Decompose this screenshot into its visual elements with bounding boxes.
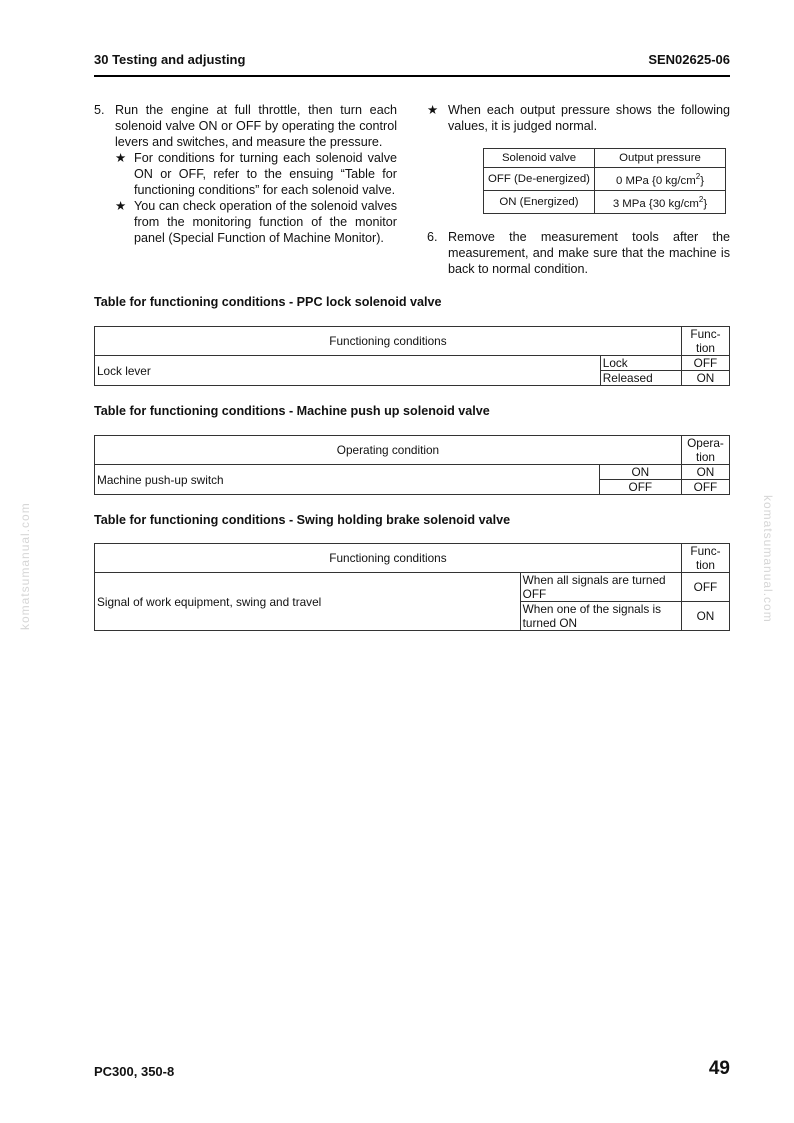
table-cell: Lock lever <box>95 356 601 386</box>
table-cell: Signal of work equipment, swing and travel <box>95 573 521 631</box>
step-number: 6. <box>427 229 438 244</box>
table-header-cell: Output pressure <box>595 149 726 168</box>
table-cell: OFF (De-energized) <box>484 168 595 191</box>
step-5-column <box>94 102 397 246</box>
page-number: 49 <box>708 1058 730 1079</box>
table-cell: ON (Energized) <box>484 190 595 213</box>
footer-model: PC300, 350-8 <box>94 1064 175 1079</box>
table-cell: OFF <box>681 573 729 602</box>
table-header-cell: Functioning conditions <box>95 327 682 356</box>
table-row <box>95 573 730 602</box>
table-row <box>484 168 726 191</box>
note-text: When each output pressure shows the following values, it is judged normal. <box>448 103 730 133</box>
table-title: Table for functioning conditions - PPC lock solenoid valve <box>94 295 442 309</box>
step-number: 5. <box>94 103 105 117</box>
functioning-table-push-up <box>94 435 730 495</box>
table-header-cell: Functioning conditions <box>95 544 682 573</box>
star-icon: ★ <box>115 151 127 165</box>
table-cell: 0 MPa {0 $kg/cm^2$} <box>595 168 726 191</box>
table-cell: Lock <box>600 356 681 371</box>
table-cell: ON <box>681 602 729 631</box>
table-cell: When all signals are turned OFF <box>520 573 681 602</box>
table-header-cell: Func- tion <box>681 327 729 356</box>
watermark: komatsumanual.com <box>18 502 32 630</box>
table-header-cell: Func- tion <box>681 544 729 573</box>
document-code: SEN02625-06 <box>648 52 730 67</box>
functioning-table-swing-brake <box>94 543 730 631</box>
output-pressure-table <box>483 148 726 214</box>
table-cell: OFF <box>681 480 729 495</box>
right-column <box>427 102 730 277</box>
note-text: You can check operation of the solenoid valves from the monitoring function of the monitor panel (Special Function of Machine Monitor). <box>134 199 397 245</box>
functioning-table-ppc-lock <box>94 326 730 386</box>
note-text: For conditions for turning each solenoid valve ON or OFF, refer to the ensuing “Table for functioning conditions” for each solenoid valve. <box>134 151 397 197</box>
step-5 <box>94 102 397 150</box>
table-row <box>95 356 730 371</box>
table-header-cell: Opera- tion <box>681 436 729 465</box>
star-icon: ★ <box>427 103 439 117</box>
table-header-cell: Solenoid valve <box>484 149 595 168</box>
section-title: 30 Testing and adjusting <box>94 52 246 67</box>
table-cell: ON <box>599 465 681 480</box>
table-row <box>95 465 730 480</box>
star-icon: ★ <box>115 199 127 213</box>
table-cell: ON <box>681 465 729 480</box>
table-cell: ON <box>681 371 729 386</box>
note-item <box>115 198 397 246</box>
watermark: komatsumanual.com <box>761 495 775 623</box>
step-6 <box>427 229 730 277</box>
table-cell: 3 MPa {30 $kg/cm^2$} <box>595 190 726 213</box>
table-cell: Machine push-up switch <box>95 465 600 495</box>
table-row <box>484 190 726 213</box>
page-header <box>94 50 730 77</box>
step-text: Remove the measurement tools after the measurement, and make sure that the machine is back to normal condition. <box>448 229 730 276</box>
table-cell: Released <box>600 371 681 386</box>
table-title: Table for functioning conditions - Machine push up solenoid valve <box>94 404 490 418</box>
note-item <box>427 102 730 134</box>
table-cell: OFF <box>681 356 729 371</box>
table-header-cell: Operating condition <box>95 436 682 465</box>
table-cell: When one of the signals is turned ON <box>520 602 681 631</box>
note-item <box>115 150 397 198</box>
table-title: Table for functioning conditions - Swing holding brake solenoid valve <box>94 513 511 527</box>
table-cell: OFF <box>599 480 681 495</box>
step-text: Run the engine at full throttle, then turn each solenoid valve ON or OFF by operating the control levers and switches, and measure the pressure. <box>115 103 397 149</box>
